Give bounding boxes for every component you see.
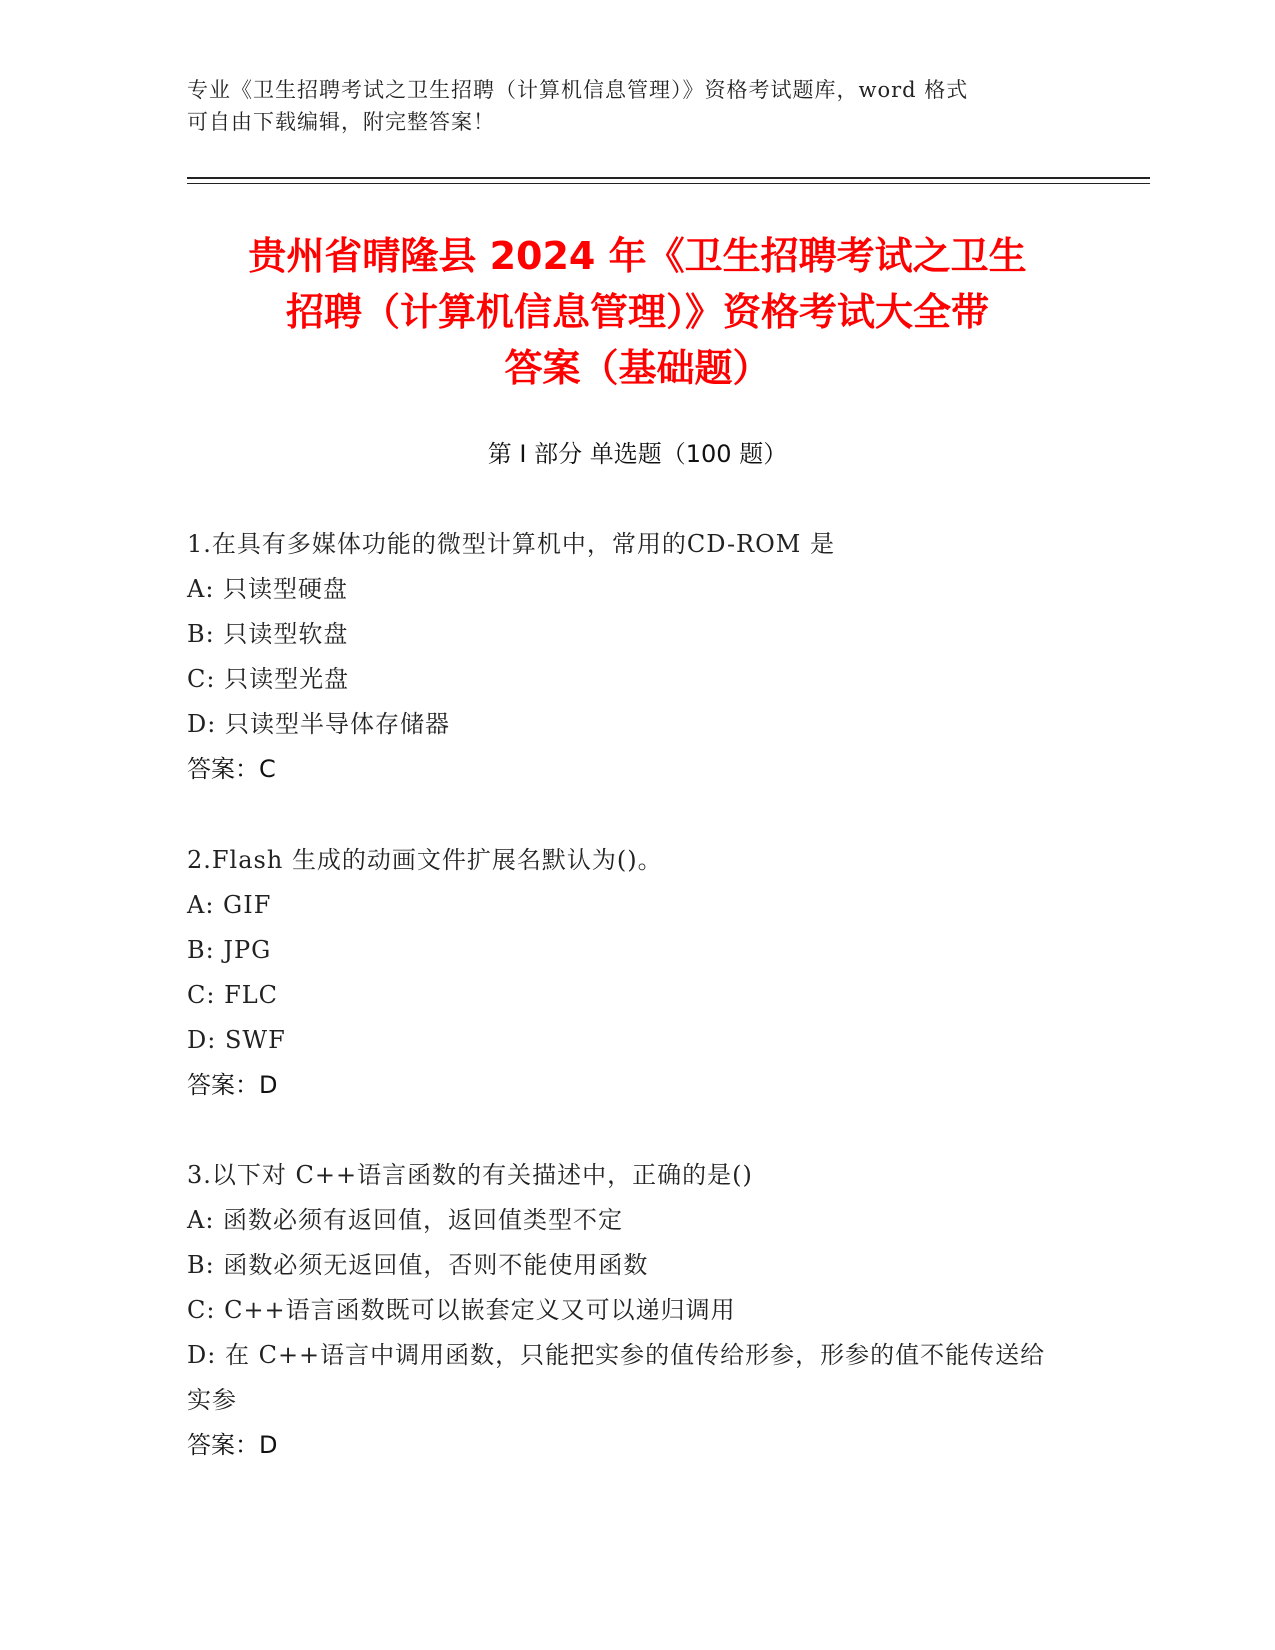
question-stem: 1.在具有多媒体功能的微型计算机中，常用的CD-ROM 是 xyxy=(187,530,836,558)
answer: 答案：D xyxy=(187,1431,278,1459)
option-a: A: 只读型硬盘 xyxy=(187,575,349,603)
document-title-line-1: 贵州省晴隆县 2024 年《卫生招聘考试之卫生 xyxy=(248,234,1027,278)
header-divider-thick xyxy=(187,177,1150,179)
question-1 xyxy=(187,522,1067,792)
question-stem: 3.以下对 C++语言函数的有关描述中，正确的是() xyxy=(187,1161,753,1189)
header-note xyxy=(187,74,1067,138)
option-b: B: JPG xyxy=(187,936,272,964)
option-a: A: 函数必须有返回值，返回值类型不定 xyxy=(187,1206,624,1234)
option-c: C: FLC xyxy=(187,981,279,1009)
question-stem: 2.Flash 生成的动画文件扩展名默认为()。 xyxy=(187,846,663,874)
question-3 xyxy=(187,1153,1067,1468)
header-note-line-1: 专业《卫生招聘考试之卫生招聘（计算机信息管理）》资格考试题库，word 格式 xyxy=(187,78,969,102)
section-title: 第 I 部分 单选题（100 题） xyxy=(487,440,788,468)
document-title xyxy=(150,228,1125,396)
option-c: C: C++语言函数既可以嵌套定义又可以递归调用 xyxy=(187,1296,736,1324)
option-b: B: 只读型软盘 xyxy=(187,620,349,648)
option-b: B: 函数必须无返回值，否则不能使用函数 xyxy=(187,1251,649,1279)
option-d: D: 在 C++语言中调用函数，只能把实参的值传给形参，形参的值不能传送给实参 xyxy=(187,1341,1046,1414)
header-note-line-2: 可自由下载编辑，附完整答案！ xyxy=(187,110,495,134)
option-c: C: 只读型光盘 xyxy=(187,665,350,693)
answer: 答案：C xyxy=(187,755,276,783)
document-title-line-2: 招聘（计算机信息管理）》资格考试大全带 xyxy=(285,290,989,334)
option-d: D: 只读型半导体存储器 xyxy=(187,710,450,738)
question-2 xyxy=(187,838,1067,1108)
option-d: D: SWF xyxy=(187,1026,286,1054)
header-divider-thin xyxy=(187,183,1150,184)
document-title-line-3: 答案（基础题） xyxy=(504,346,771,390)
answer: 答案：D xyxy=(187,1071,278,1099)
option-a: A: GIF xyxy=(187,891,272,919)
